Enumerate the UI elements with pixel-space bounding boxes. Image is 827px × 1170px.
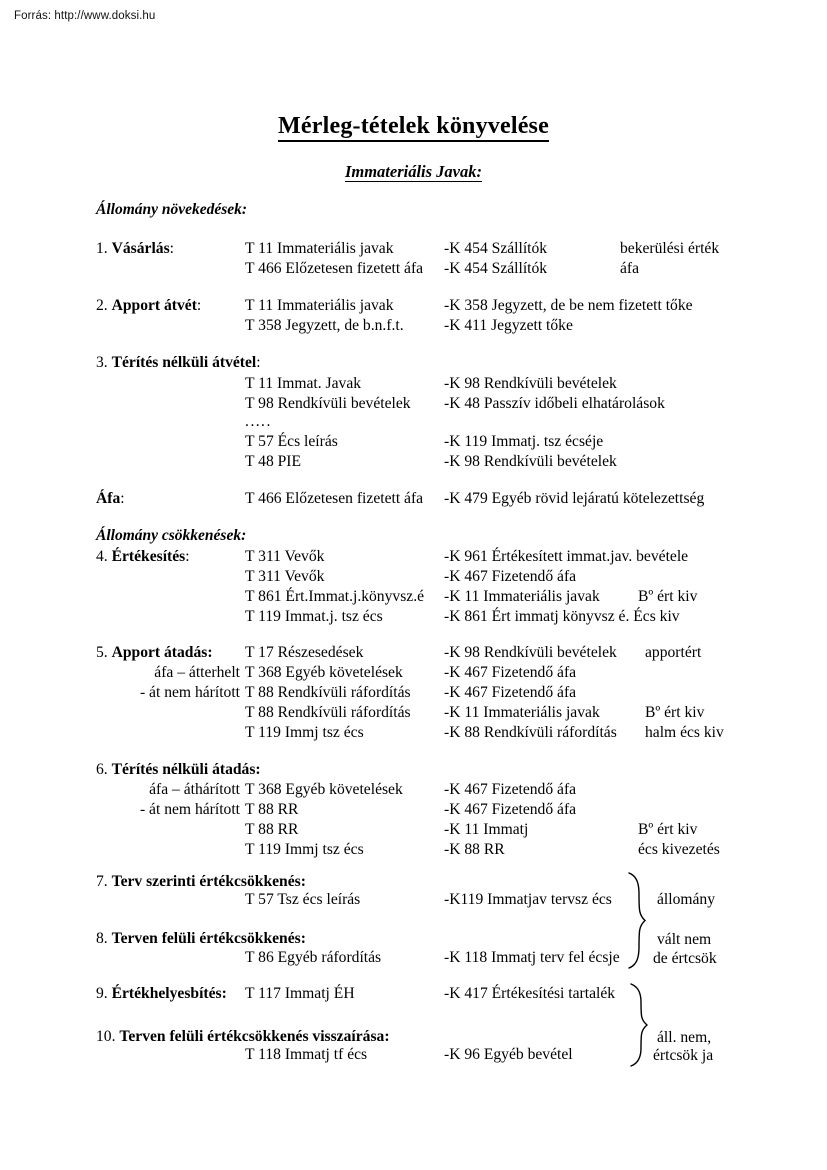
debit-cell: T 861 Ért.Immat.j.könyvsz.é	[245, 588, 425, 605]
entry-row	[0, 664, 827, 684]
debit-cell: T 86 Egyéb ráfordítás	[245, 949, 382, 966]
entry-row	[0, 644, 827, 664]
entry-row	[0, 608, 827, 628]
entry-label-text: Térítés nélküli átadás:	[111, 761, 261, 778]
entry-number: 9.	[96, 985, 112, 1002]
credit-cell: -K 48 Passzív időbeli elhatárolások	[444, 395, 665, 412]
debit-cell: T 57 Tsz écs leírás	[245, 891, 361, 908]
credit-cell: -K 454 Szállítók	[444, 260, 548, 277]
entry-number: 6.	[96, 761, 112, 778]
debit-cell: T 358 Jegyzett, de b.n.f.t.	[245, 317, 404, 334]
entry-number: 2.	[96, 297, 112, 314]
entry-label-text: Terven felüli értékcsökkenés:	[111, 930, 306, 947]
entry-row	[0, 433, 827, 453]
entry-heading-10	[96, 1028, 390, 1046]
credit-cell: -K 98 Rendkívüli bevételek	[444, 375, 617, 392]
debit-cell: T 11 Immateriális javak	[245, 297, 394, 314]
entry-row	[0, 490, 827, 510]
entry-label-suffix: :	[169, 240, 174, 257]
entry-label-text: Értékhelyesbítés:	[111, 985, 227, 1002]
debit-cell: T 88 RR	[245, 821, 299, 838]
entry-row	[0, 684, 827, 704]
entry-label-text: Áfa	[96, 490, 121, 507]
debit-cell: T 88 RR	[245, 801, 299, 818]
entry-row	[0, 240, 827, 260]
note-cell: Bº ért kiv	[638, 821, 698, 838]
brace-note-de-ertcsok: de értcsök	[653, 950, 717, 967]
credit-cell: -K 467 Fizetendő áfa	[444, 664, 577, 681]
entry-row	[0, 985, 827, 1005]
entry-number: 1.	[96, 240, 112, 257]
debit-cell: T 368 Egyéb követelések	[245, 664, 403, 681]
entry-label-1	[96, 240, 244, 258]
brace-note-ertcsok-ja: értcsök ja	[653, 1047, 714, 1064]
credit-cell: -K 411 Jegyzett tőke	[444, 317, 573, 334]
debit-cell: T 119 Immj tsz écs	[245, 724, 364, 741]
credit-cell: -K 11 Immatj	[444, 821, 529, 838]
entry-row	[0, 548, 827, 568]
debit-cell: T 98 Rendkívüli bevételek	[245, 395, 411, 412]
credit-cell: -K 98 Rendkívüli bevételek	[444, 453, 617, 470]
entry-row	[0, 588, 827, 608]
entry-row	[0, 704, 827, 724]
note-cell: Bº ért kiv	[645, 704, 705, 721]
brace-note-all-nem: áll. nem,	[657, 1029, 712, 1046]
entry-label-text: Vásárlás	[111, 240, 170, 257]
debit-cell: T 368 Egyéb követelések	[245, 781, 403, 798]
brace-group-9-10	[628, 983, 650, 1067]
entry-label-suffix: :	[196, 297, 202, 314]
entry-label-text: Apport átvét	[111, 297, 197, 314]
credit-cell: -K 467 Fizetendő áfa	[444, 801, 577, 818]
note-cell: Bº ért kiv	[638, 588, 698, 605]
page-subtitle-text: Immateriális Javak:	[344, 162, 483, 181]
brace-note-valt-nem: vált nem	[657, 931, 712, 948]
brace-group-7-8	[626, 872, 648, 969]
entry-number: 8.	[96, 930, 112, 947]
entry-sublabel: áfa – áthárított	[149, 781, 240, 798]
entry-row	[0, 821, 827, 841]
credit-cell: -K 467 Fizetendő áfa	[444, 781, 577, 798]
credit-cell: -K 961 Értékesített immat.jav. bevétele	[444, 548, 689, 565]
credit-cell: -K 861 Ért immatj könyvsz é. Écs kiv	[444, 608, 680, 625]
debit-cell: T 11 Immat. Javak	[245, 375, 362, 392]
entry-row	[0, 781, 827, 801]
entry-label-suffix: :	[120, 490, 125, 507]
credit-cell: -K 88 RR	[444, 841, 505, 858]
credit-cell: -K 98 Rendkívüli bevételek	[444, 644, 617, 661]
group-heading-decrease: Állomány csökkenések:	[96, 527, 247, 544]
entry-number: 4.	[96, 548, 112, 565]
credit-cell: -K119 Immatjav tervsz écs	[444, 891, 612, 908]
note-cell: halm écs kiv	[645, 724, 724, 741]
debit-cell: T 119 Immat.j. tsz écs	[245, 608, 383, 625]
credit-cell: -K 479 Egyéb rövid lejáratú kötelezettség	[444, 490, 705, 507]
entry-number: 7.	[96, 873, 112, 890]
debit-cell: T 88 Rendkívüli ráfordítás	[245, 684, 411, 701]
entry-row	[0, 453, 827, 473]
debit-cell: T 118 Immatj tf écs	[245, 1046, 368, 1063]
note-cell: apportért	[645, 644, 702, 661]
page-title	[0, 113, 827, 140]
debit-cell: T 11 Immateriális javak	[245, 240, 394, 257]
debit-cell: T 119 Immj tsz écs	[245, 841, 364, 858]
debit-cell: T 57 Écs leírás	[245, 433, 338, 450]
entry-label-text: Térítés nélküli átvétel	[111, 354, 257, 371]
entry-heading-6	[96, 761, 261, 779]
brace-note-allomany: állomány	[657, 891, 716, 908]
entry-heading-3	[96, 354, 261, 372]
entry-row	[0, 317, 827, 337]
credit-cell: -K 358 Jegyzett, de be nem fizetett tőke	[444, 297, 693, 314]
debit-cell: T 466 Előzetesen fizetett áfa	[245, 260, 424, 277]
entry-label-9	[96, 985, 244, 1003]
debit-cell: T 17 Részesedések	[245, 644, 364, 661]
entry-label-text: Értékesítés	[111, 548, 186, 565]
entry-row	[0, 724, 827, 744]
entry-number: 5.	[96, 644, 112, 661]
entry-label-5	[96, 644, 244, 662]
entry-label-4	[96, 548, 244, 566]
credit-cell: -K 96 Egyéb bevétel	[444, 1046, 573, 1063]
ellipsis-separator: .….	[245, 413, 272, 430]
entry-label-text: Terv szerinti értékcsökkenés:	[111, 873, 306, 890]
note-cell: áfa	[620, 260, 640, 277]
credit-cell: -K 118 Immatj terv fel écsje	[444, 949, 620, 966]
credit-cell: -K 467 Fizetendő áfa	[444, 684, 577, 701]
group-heading-increase: Állomány növekedések:	[96, 201, 248, 218]
entry-row	[0, 297, 827, 317]
debit-cell: T 48 PIE	[245, 453, 302, 470]
credit-cell: -K 467 Fizetendő áfa	[444, 568, 577, 585]
entry-row	[0, 568, 827, 588]
entry-label-text: Apport átadás:	[111, 644, 213, 661]
entry-row	[0, 260, 827, 280]
entry-row	[0, 375, 827, 395]
note-cell: écs kivezetés	[638, 841, 720, 858]
entry-row	[0, 801, 827, 821]
credit-cell: -K 11 Immateriális javak	[444, 704, 600, 721]
entry-label-text: Terven felüli értékcsökkenés visszaírása:	[119, 1028, 390, 1045]
debit-cell: T 88 Rendkívüli ráfordítás	[245, 704, 411, 721]
credit-cell: -K 417 Értékesítési tartalék	[444, 985, 616, 1002]
entry-number: 10.	[96, 1028, 120, 1045]
entry-label-suffix: :	[256, 354, 261, 371]
entry-row	[0, 395, 827, 415]
entry-heading-7	[96, 873, 306, 891]
debit-cell: T 117 Immatj ÉH	[245, 985, 355, 1002]
debit-cell: T 311 Vevők	[245, 568, 325, 585]
entry-label-afa	[96, 490, 244, 508]
entry-sublabel: - át nem hárított	[139, 801, 240, 818]
entry-label-2	[96, 297, 244, 315]
source-url-header: Forrás: http://www.doksi.hu	[14, 10, 156, 22]
entry-sublabel: áfa – átterhelt	[154, 664, 240, 681]
note-cell: bekerülési érték	[620, 240, 720, 257]
page-title-text: Mérleg-tételek könyvelése	[278, 113, 549, 142]
page-subtitle	[0, 162, 827, 182]
credit-cell: -K 88 Rendkívüli ráfordítás	[444, 724, 617, 741]
entry-sublabel: - át nem hárított	[139, 684, 240, 701]
debit-cell: T 311 Vevők	[245, 548, 325, 565]
credit-cell: -K 454 Szállítók	[444, 240, 548, 257]
entry-row	[0, 841, 827, 861]
debit-cell: T 466 Előzetesen fizetett áfa	[245, 490, 424, 507]
entry-heading-8	[96, 930, 306, 948]
entry-number: 3.	[96, 354, 112, 371]
credit-cell: -K 119 Immatj. tsz écséje	[444, 433, 604, 450]
credit-cell: -K 11 Immateriális javak	[444, 588, 600, 605]
entry-label-suffix: :	[185, 548, 190, 565]
